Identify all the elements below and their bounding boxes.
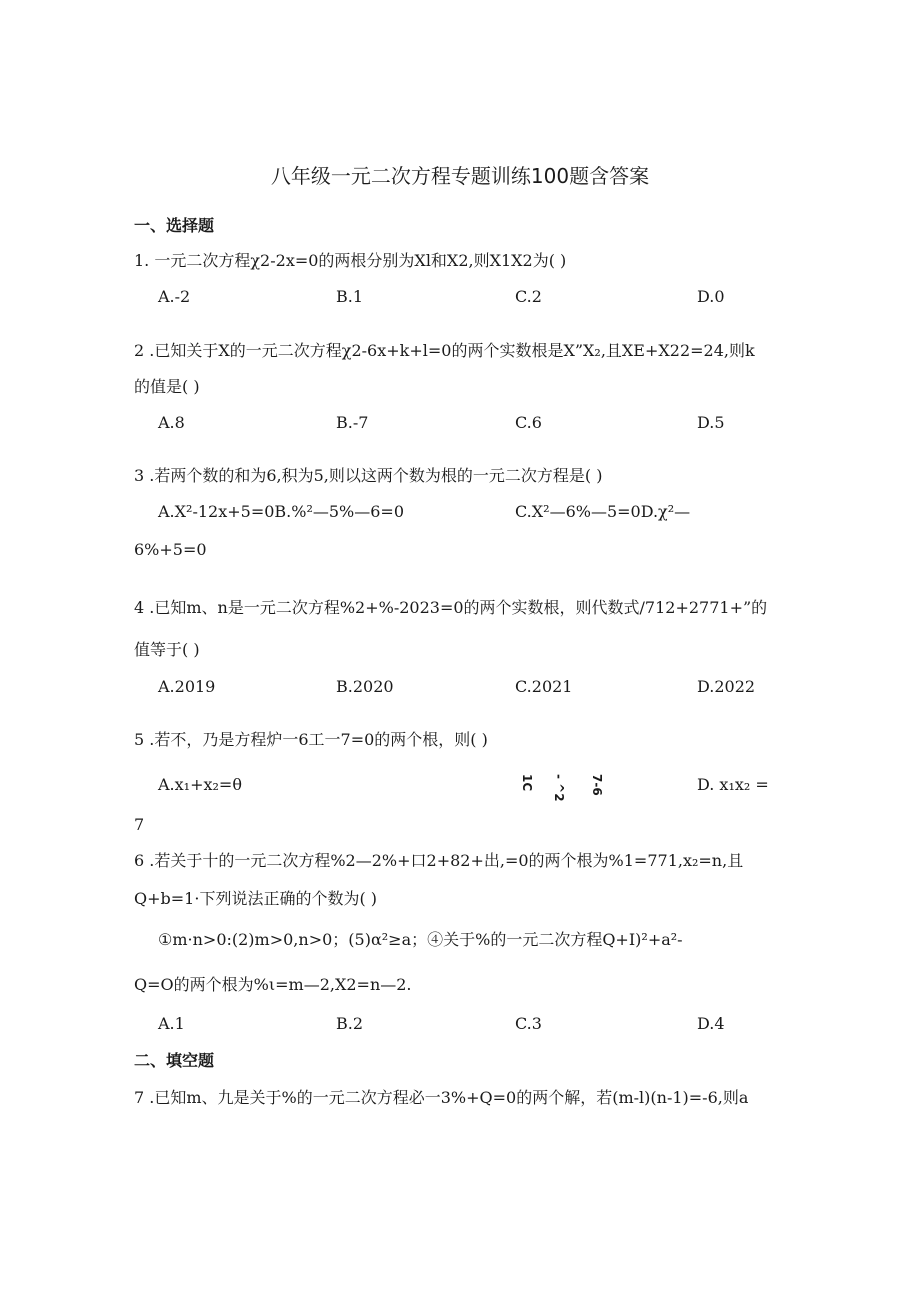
q2-option-a: A.8 (158, 413, 185, 432)
q3-option-d-continued: 6%+5=0 (134, 540, 207, 559)
q6-option-c: C.3 (515, 1014, 542, 1033)
question-4-line-2: 值等于( ) (134, 640, 200, 659)
section-choice-heading: 一、选择题 (134, 216, 215, 235)
q2-option-c: C.6 (515, 413, 542, 432)
q5-option-a: A.x₁+x₂=θ (158, 775, 242, 794)
q3-option-ab: A.X²-12x+5=0B.%²—5%—6=0 (158, 502, 405, 521)
q1-option-a: A.-2 (158, 287, 191, 306)
question-5: 5 .若不，乃是方程炉一6工一7=0的两个根，则( ) (134, 730, 488, 749)
document-title: 八年级一元二次方程专题训练100题含答案 (270, 164, 650, 188)
q3-option-cd: C.X²—6%—5=0D.χ²— (515, 502, 691, 521)
q4-option-c: C.2021 (515, 677, 573, 696)
q6-option-a: A.1 (158, 1014, 185, 1033)
question-7: 7 .已知m、九是关于%的一元二次方程必一3%+Q=0的两个解，若(m-l)(n-1)=-6,则a (134, 1088, 749, 1107)
q4-option-b: B.2020 (336, 677, 394, 696)
q6-option-d: D.4 (697, 1014, 725, 1033)
q4-option-a: A.2019 (158, 677, 216, 696)
section-fill-heading: 二、填空题 (134, 1051, 215, 1070)
q4-option-d: D.2022 (697, 677, 756, 696)
q1-option-c: C.2 (515, 287, 542, 306)
question-6-line-4: Q=O的两个根为%ι=m—2,X2=n—2. (134, 975, 412, 994)
question-6-line-2: Q+b=1·下列说法正确的个数为( ) (134, 889, 378, 908)
q2-option-b: B.-7 (336, 413, 369, 432)
q5-rotated-fragment-2: - ^2 (552, 774, 566, 802)
q5-option-d-continued: 7 (134, 815, 145, 834)
q1-option-d: D.0 (697, 287, 725, 306)
question-3: 3 .若两个数的和为6,积为5,则以这两个数为根的一元二次方程是( ) (134, 466, 603, 485)
question-4-line-1: 4 .已知m、n是一元二次方程%2+%-2023=0的两个实数根，则代数式/712+2771+”的 (134, 598, 768, 617)
q5-rotated-fragment-1: 1C (520, 774, 534, 792)
q2-option-d: D.5 (697, 413, 725, 432)
question-2-line-2: 的值是( ) (134, 377, 200, 396)
question-6-line-1: 6 .若关于十的一元二次方程%2—2%+口2+82+出,=0的两个根为%1=771,x₂=n,且 (134, 851, 744, 870)
question-2-line-1: 2 .已知关于X的一元二次方程χ2-6x+k+l=0的两个实数根是X”X₂,且XE+X22=24,则k (134, 341, 755, 360)
q1-option-b: B.1 (336, 287, 364, 306)
q5-option-d: D. x₁x₂ = (697, 775, 769, 794)
question-1: 1. 一元二次方程χ2-2x=0的两根分别为Xl和X2,则X1X2为( ) (134, 251, 567, 270)
q6-option-b: B.2 (336, 1014, 364, 1033)
question-6-line-3: ①m·n>0:(2)m>0,n>0；(5)α²≥a；④关于%的一元二次方程Q+I)²+a²- (158, 930, 683, 949)
q5-rotated-fragment-3: 7-6 (590, 774, 604, 796)
